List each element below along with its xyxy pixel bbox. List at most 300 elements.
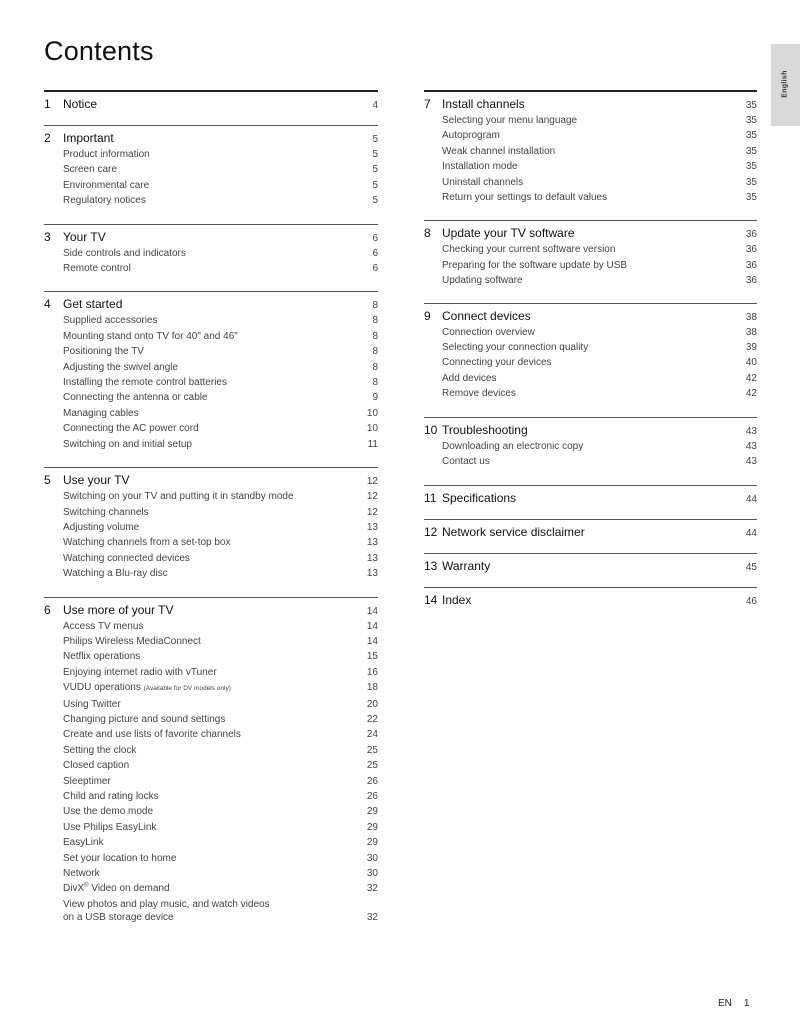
entry-label-text: Network <box>63 868 100 880</box>
toc-section <box>424 553 757 575</box>
toc-section <box>44 291 378 452</box>
entry-label <box>63 866 367 881</box>
toc-entry[interactable] <box>424 175 757 190</box>
section-title: Warranty <box>442 558 491 573</box>
entry-page-number: 13 <box>366 568 378 580</box>
entry-page-number: 30 <box>366 868 378 880</box>
entry-label <box>63 329 372 344</box>
toc-entry[interactable] <box>44 360 378 375</box>
entry-page-number: 42 <box>745 388 757 400</box>
entry-label <box>63 649 367 664</box>
entry-label-text: Changing picture and sound settings <box>63 713 226 725</box>
section-page-number: 6 <box>372 232 378 244</box>
toc-entry[interactable] <box>44 329 378 344</box>
section-page-number: 38 <box>745 311 757 323</box>
entry-label-text: Connecting your devices <box>442 357 552 369</box>
entry-label-text: EasyLink <box>63 837 104 849</box>
entry-label <box>63 178 372 193</box>
entry-label <box>63 505 367 520</box>
entry-label <box>63 437 368 452</box>
toc-section <box>424 417 757 470</box>
toc-section-heading[interactable] <box>44 472 378 489</box>
footer-page-number: 1 <box>743 998 750 1009</box>
entry-label <box>63 835 367 850</box>
entry-page-number: 32 <box>366 911 378 923</box>
section-number: 4 <box>44 297 51 312</box>
entry-label-text: Connecting the antenna or cable <box>63 392 208 404</box>
entry-label <box>442 355 746 370</box>
toc-section-heading[interactable] <box>424 558 757 575</box>
toc-entry[interactable] <box>44 774 378 789</box>
entry-page-number: 8 <box>372 377 378 389</box>
toc-entry[interactable] <box>44 634 378 649</box>
toc-entry[interactable] <box>44 789 378 804</box>
entry-page-number: 35 <box>745 130 757 142</box>
toc-entry[interactable] <box>424 159 757 174</box>
entry-label <box>63 680 367 696</box>
section-number: 6 <box>44 602 51 617</box>
entry-page-number: 8 <box>372 330 378 342</box>
toc-entry[interactable] <box>44 261 378 276</box>
toc-section-heading[interactable] <box>424 524 757 541</box>
toc-section <box>44 467 378 581</box>
section-number: 8 <box>424 226 431 241</box>
entry-label <box>63 634 367 649</box>
entry-label <box>442 273 746 288</box>
entry-page-number: 35 <box>745 192 757 204</box>
toc-entry[interactable] <box>44 804 378 819</box>
entry-label <box>63 727 367 742</box>
entry-page-number: 12 <box>366 491 378 503</box>
toc-entry[interactable] <box>44 665 378 680</box>
entry-label <box>442 159 746 174</box>
entry-label <box>63 758 367 773</box>
entry-page-number: 36 <box>745 244 757 256</box>
entry-page-number: 16 <box>366 666 378 678</box>
entry-page-number: 10 <box>366 407 378 419</box>
entry-label <box>442 386 746 401</box>
entry-label-text: Child and rating locks <box>63 791 159 802</box>
entry-page-number: 30 <box>366 852 378 864</box>
entry-page-number: 43 <box>745 456 757 468</box>
toc-section-heading[interactable] <box>424 308 757 325</box>
entry-page-number: 8 <box>372 361 378 373</box>
entry-label <box>63 246 372 261</box>
section-title: Notice <box>63 97 98 111</box>
entry-label-text: Switching channels <box>63 506 149 518</box>
entry-label <box>63 665 367 680</box>
entry-page-number: 5 <box>372 164 378 176</box>
entry-label-text: Adjusting volume <box>63 521 140 533</box>
entry-page-number: 35 <box>745 115 757 126</box>
toc-entry[interactable] <box>44 727 378 742</box>
toc-section-heading[interactable] <box>44 229 378 246</box>
entry-label <box>63 619 367 634</box>
toc-section-heading[interactable] <box>424 225 757 242</box>
toc-section <box>424 587 757 609</box>
entry-page-number: 29 <box>366 806 378 818</box>
entry-label-text: Connecting the AC power cord <box>63 423 199 435</box>
entry-label <box>63 535 367 550</box>
toc-entry[interactable] <box>44 619 378 634</box>
section-page-number: 5 <box>372 134 378 145</box>
toc-entry[interactable] <box>424 128 757 143</box>
footer-language: EN <box>718 998 732 1009</box>
entry-page-number: 11 <box>367 438 378 450</box>
entry-page-number: 14 <box>366 620 378 632</box>
entry-label <box>63 804 367 819</box>
toc-section <box>424 220 757 288</box>
entry-label <box>63 261 372 276</box>
section-title: Install channels <box>442 97 525 111</box>
entry-label-text: Selecting your menu language <box>442 115 578 126</box>
toc-entry[interactable] <box>44 835 378 850</box>
entry-label-text: Create and use lists of favorite channels <box>63 729 241 741</box>
entry-label-text: Side controls and indicators <box>63 247 186 259</box>
section-number: 3 <box>44 229 51 244</box>
entry-page-number: 35 <box>745 145 757 157</box>
entry-label <box>442 439 746 454</box>
entry-label <box>63 313 372 328</box>
toc-entry[interactable] <box>424 355 757 370</box>
entry-label-text: Connection overview <box>442 326 535 338</box>
entry-label-text: Weak channel installation <box>442 145 556 157</box>
toc-entry[interactable] <box>44 897 378 925</box>
toc-entry[interactable] <box>44 375 378 390</box>
entry-page-number: 5 <box>372 195 378 207</box>
entry-label-text: Uninstall channels <box>442 176 524 188</box>
entry-label-text: Watching connected devices <box>63 552 190 564</box>
toc-entry[interactable] <box>44 178 378 193</box>
entry-page-number: 38 <box>745 326 757 338</box>
entry-label <box>442 258 746 273</box>
entry-label <box>63 898 367 924</box>
toc-entry[interactable] <box>44 535 378 550</box>
entry-page-number: 26 <box>366 775 378 787</box>
entry-label-text: Installation mode <box>442 161 518 173</box>
toc-entry[interactable] <box>44 680 378 696</box>
entry-page-number: 5 <box>372 149 378 160</box>
toc-section-heading[interactable] <box>44 130 378 147</box>
entry-label-text: Switching on and initial setup <box>63 438 192 450</box>
toc-section <box>424 485 757 507</box>
entry-page-number: 35 <box>745 176 757 188</box>
entry-label <box>63 390 372 405</box>
section-number: 10 <box>424 422 438 437</box>
entry-page-number: 14 <box>366 635 378 647</box>
section-title: Network service disclaimer <box>442 524 585 539</box>
section-title: Update your TV software <box>442 226 575 241</box>
entry-page-number: 29 <box>366 837 378 849</box>
toc-entry[interactable] <box>44 566 378 581</box>
section-title: Connect devices <box>442 308 531 323</box>
toc-entry[interactable] <box>44 881 378 896</box>
toc-entry[interactable] <box>424 190 757 205</box>
toc-entry[interactable] <box>424 386 757 401</box>
entry-label-text: Add devices <box>442 372 497 384</box>
entry-label-line2: on a USB storage device <box>63 911 174 923</box>
section-page-number: 44 <box>745 527 757 539</box>
toc-section-heading[interactable] <box>424 96 757 113</box>
section-number: 2 <box>44 131 51 145</box>
toc-entry[interactable] <box>424 439 757 454</box>
entry-label-text: Preparing for the software update by USB <box>442 259 628 271</box>
section-page-number: 46 <box>745 595 757 607</box>
entry-page-number: 15 <box>366 651 378 663</box>
entry-page-number: 25 <box>366 744 378 756</box>
entry-page-number: 10 <box>366 423 378 435</box>
entry-label <box>442 128 746 143</box>
section-title: Use more of your TV <box>63 602 174 617</box>
entry-page-number: 32 <box>366 883 378 895</box>
toc-section <box>44 90 378 113</box>
toc-entry[interactable] <box>44 712 378 727</box>
toc-entry[interactable] <box>424 454 757 469</box>
section-page-number: 45 <box>745 561 757 573</box>
toc-entry[interactable] <box>424 273 757 288</box>
toc-entry[interactable] <box>44 758 378 773</box>
section-title: Get started <box>63 297 123 312</box>
entry-label <box>63 193 372 208</box>
toc-entry[interactable] <box>44 313 378 328</box>
toc-entry[interactable] <box>44 193 378 208</box>
entry-label-text: Return your settings to default values <box>442 192 608 204</box>
entry-label-text: Updating software <box>442 275 523 287</box>
entry-label-text: Remote control <box>63 263 131 275</box>
entry-label-rest: Video on demand <box>88 883 170 895</box>
entry-label-text: Closed caption <box>63 760 130 772</box>
entry-label-text: Regulatory notices <box>63 195 146 207</box>
page-title: Contents <box>44 36 154 66</box>
entry-label-text: Set your location to home <box>63 852 177 864</box>
entry-page-number: 42 <box>745 372 757 384</box>
entry-label-text: Sleeptimer <box>63 775 111 787</box>
toc-section <box>424 303 757 402</box>
language-tab-label: English <box>781 70 789 98</box>
entry-page-number: 22 <box>366 713 378 725</box>
toc-entry[interactable] <box>44 421 378 436</box>
section-number: 1 <box>44 97 51 111</box>
entry-label-text: Using Twitter <box>63 698 121 710</box>
toc-entry[interactable] <box>44 851 378 866</box>
section-page-number: 44 <box>745 493 757 505</box>
section-page-number: 12 <box>366 476 378 488</box>
toc-entry[interactable] <box>44 437 378 452</box>
section-page-number: 14 <box>366 605 378 617</box>
toc-section <box>44 224 378 277</box>
entry-label-text: Remove devices <box>442 388 516 400</box>
entry-label <box>63 520 367 535</box>
entry-label-text: Setting the clock <box>63 744 137 756</box>
toc-entry[interactable] <box>44 820 378 835</box>
toc-entry[interactable] <box>44 162 378 177</box>
entry-label-text: Contact us <box>442 456 490 468</box>
toc-entry[interactable] <box>424 144 757 159</box>
entry-label-text: Netflix operations <box>63 651 141 663</box>
toc-entry[interactable] <box>424 258 757 273</box>
entry-label <box>63 147 372 162</box>
entry-page-number: 12 <box>366 506 378 518</box>
entry-label-text: Enjoying internet radio with vTuner <box>63 666 217 678</box>
entry-label <box>63 820 367 835</box>
section-number: 11 <box>424 490 437 505</box>
section-title: Troubleshooting <box>442 422 528 437</box>
entry-label-text: Switching on your TV and putting it in standby mode <box>63 491 294 503</box>
toc-entry[interactable] <box>44 520 378 535</box>
section-number: 12 <box>424 524 438 539</box>
section-title: Important <box>63 131 114 145</box>
section-number: 14 <box>424 592 438 607</box>
entry-label <box>442 190 746 205</box>
section-number: 13 <box>424 558 438 573</box>
entry-label-text: Environmental care <box>63 179 150 191</box>
entry-page-number: 36 <box>745 259 757 271</box>
toc-left-column <box>44 90 378 925</box>
entry-label <box>63 697 367 712</box>
section-number: 7 <box>424 97 431 111</box>
entry-page-number: 25 <box>366 760 378 772</box>
toc-entry[interactable] <box>424 371 757 386</box>
toc-entry[interactable] <box>44 505 378 520</box>
toc-section-heading[interactable] <box>44 296 378 313</box>
entry-page-number: 35 <box>745 161 757 173</box>
section-page-number: 4 <box>372 100 378 111</box>
toc-entry[interactable] <box>44 344 378 359</box>
entry-page-number: 39 <box>745 342 757 354</box>
entry-label <box>63 489 367 504</box>
entry-label <box>442 144 746 159</box>
entry-label-text: Checking your current software version <box>442 244 616 256</box>
toc-entry[interactable] <box>44 406 378 421</box>
entry-label <box>63 344 372 359</box>
entry-page-number: 13 <box>366 521 378 533</box>
entry-label <box>442 175 746 190</box>
section-page-number: 36 <box>745 229 757 241</box>
entry-label-text: Screen care <box>63 164 117 176</box>
entry-page-number: 29 <box>366 821 378 833</box>
toc-right-column <box>424 90 757 609</box>
entry-label <box>442 325 746 340</box>
toc-section-heading[interactable] <box>424 592 757 609</box>
entry-label-text: Product information <box>63 149 150 160</box>
entry-page-number: 5 <box>372 179 378 191</box>
toc-entry[interactable] <box>424 340 757 355</box>
entry-label <box>442 242 746 257</box>
toc-entry[interactable] <box>44 866 378 881</box>
entry-label-text: Use the demo mode <box>63 806 154 818</box>
entry-label <box>63 551 367 566</box>
entry-page-number: 13 <box>366 537 378 549</box>
entry-label-text: Adjusting the swivel angle <box>63 361 179 373</box>
toc-section-heading[interactable] <box>44 96 378 113</box>
entry-page-number: 13 <box>366 552 378 564</box>
section-page-number: 43 <box>745 425 757 437</box>
entry-page-number: 6 <box>372 263 378 275</box>
section-number: 9 <box>424 308 431 323</box>
section-number: 5 <box>44 473 51 488</box>
entry-label <box>63 851 367 866</box>
toc-entry[interactable] <box>424 242 757 257</box>
entry-label <box>442 340 746 355</box>
entry-label <box>442 454 746 469</box>
toc-entry[interactable] <box>424 113 757 128</box>
entry-label <box>63 375 372 390</box>
toc-section-heading[interactable] <box>424 422 757 439</box>
toc-section <box>424 519 757 541</box>
toc-section-heading[interactable] <box>424 490 757 507</box>
page-footer <box>718 998 761 1009</box>
entry-label <box>63 421 367 436</box>
section-page-number: 35 <box>745 100 757 111</box>
toc-entry[interactable] <box>44 390 378 405</box>
entry-label <box>442 113 746 128</box>
entry-label-text: Installing the remote control batteries <box>63 377 227 389</box>
toc-section <box>424 90 757 205</box>
entry-label-text: Mounting stand onto TV for 40" and 46" <box>63 330 238 342</box>
toc-entry[interactable] <box>44 551 378 566</box>
entry-label-text: Autoprogram <box>442 130 500 142</box>
section-title: Use your TV <box>63 473 130 488</box>
entry-label-text: VUDU operations <box>63 682 141 694</box>
entry-label <box>63 406 367 421</box>
entry-page-number: 18 <box>366 682 378 694</box>
entry-label-text: Supplied accessories <box>63 315 158 327</box>
entry-label-text: Watching a Blu-ray disc <box>63 568 168 580</box>
entry-label-text: Positioning the TV <box>63 346 144 358</box>
toc-entry[interactable] <box>44 489 378 504</box>
entry-page-number: 26 <box>366 791 378 802</box>
entry-label <box>63 743 367 758</box>
entry-label <box>63 360 372 375</box>
entry-note: (Available for DV models only) <box>143 685 231 693</box>
toc-entry[interactable] <box>424 325 757 340</box>
entry-page-number: 8 <box>372 346 378 358</box>
entry-label-text: Downloading an electronic copy <box>442 440 584 452</box>
toc-section <box>44 597 378 925</box>
entry-label-text: DivX <box>63 883 85 895</box>
entry-page-number: 8 <box>372 315 378 327</box>
entry-label <box>63 881 367 896</box>
entry-page-number: 43 <box>745 440 757 452</box>
entry-page-number: 9 <box>372 392 378 404</box>
entry-label-text: Access TV menus <box>63 620 144 632</box>
entry-label-text: Philips Wireless MediaConnect <box>63 635 201 647</box>
entry-label-text: Use Philips EasyLink <box>63 821 157 833</box>
entry-label-text: Managing cables <box>63 407 139 419</box>
entry-page-number: 36 <box>745 275 757 287</box>
entry-page-number: 24 <box>366 729 378 741</box>
toc-entry[interactable] <box>44 697 378 712</box>
section-page-number: 8 <box>372 300 378 312</box>
entry-label <box>442 371 746 386</box>
toc-section-heading[interactable] <box>44 602 378 619</box>
entry-label <box>63 774 367 789</box>
section-title: Specifications <box>442 490 517 505</box>
toc-section <box>44 125 378 209</box>
entry-label-text: Selecting your connection quality <box>442 342 589 354</box>
entry-label-text: View photos and play music, and watch videos <box>63 898 270 910</box>
toc-entry[interactable] <box>44 649 378 664</box>
entry-page-number: 20 <box>366 698 378 710</box>
section-title: Index <box>442 592 472 607</box>
toc-entry[interactable] <box>44 743 378 758</box>
entry-label <box>63 712 367 727</box>
entry-label <box>63 566 367 581</box>
entry-label <box>63 162 372 177</box>
toc-entry[interactable] <box>44 147 378 162</box>
registered-mark: ® <box>84 883 89 890</box>
toc-entry[interactable] <box>44 246 378 261</box>
